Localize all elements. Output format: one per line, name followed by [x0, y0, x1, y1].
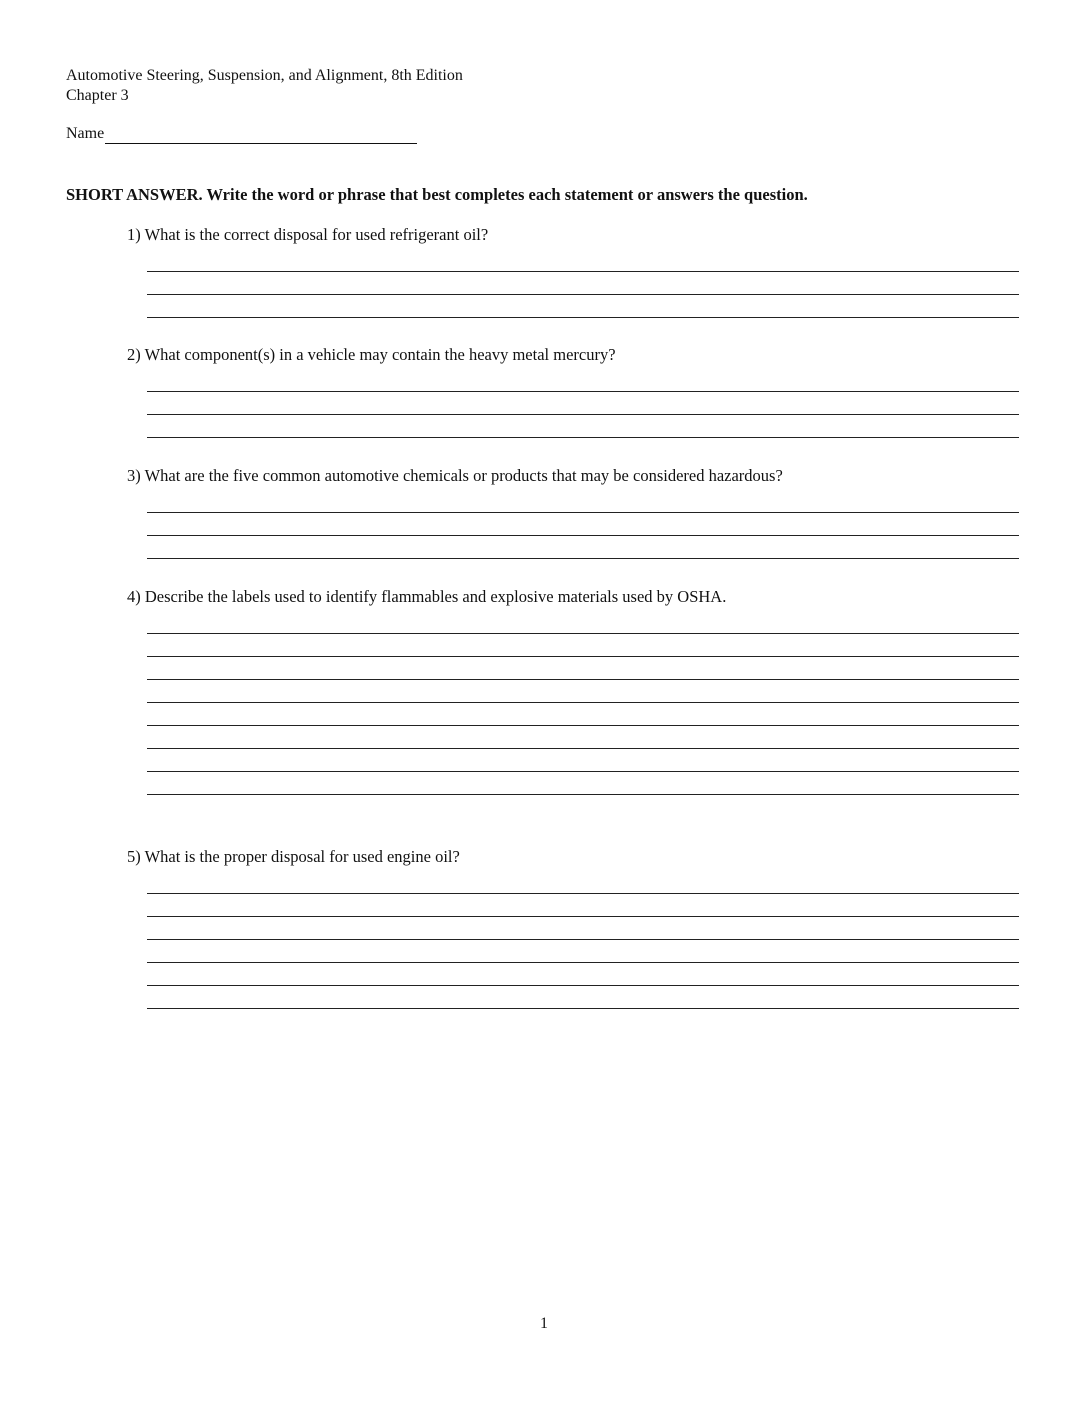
answer-line[interactable] [147, 513, 1019, 536]
answer-line[interactable] [147, 536, 1019, 559]
answer-line[interactable] [147, 986, 1019, 1009]
answer-line[interactable] [147, 963, 1019, 986]
book-title: Automotive Steering, Suspension, and Alignment, 8th Edition [66, 67, 463, 84]
question-text: 5) What is the proper disposal for used engine oil? [127, 847, 460, 866]
answer-area-5[interactable] [147, 871, 1019, 1009]
answer-area-2[interactable] [147, 369, 1019, 438]
answer-line[interactable] [147, 772, 1019, 795]
answer-line[interactable] [147, 657, 1019, 680]
question-1 [127, 225, 1019, 245]
answer-line[interactable] [147, 369, 1019, 392]
answer-line[interactable] [147, 894, 1019, 917]
answer-line[interactable] [147, 940, 1019, 963]
question-text: 3) What are the five common automotive chemicals or products that may be considered hazardous? [127, 466, 783, 485]
answer-line[interactable] [147, 611, 1019, 634]
question-text: 4) Describe the labels used to identify flammables and explosive materials used by OSHA. [127, 587, 727, 606]
chapter-label: Chapter 3 [66, 87, 129, 104]
answer-line[interactable] [147, 490, 1019, 513]
name-field[interactable] [105, 125, 417, 144]
answer-line[interactable] [147, 272, 1019, 295]
question-text: 1) What is the correct disposal for used refrigerant oil? [127, 225, 489, 244]
question-3 [127, 466, 1019, 486]
answer-line[interactable] [147, 415, 1019, 438]
answer-line[interactable] [147, 726, 1019, 749]
answer-line[interactable] [147, 680, 1019, 703]
answer-area-1[interactable] [147, 249, 1019, 318]
answer-line[interactable] [147, 749, 1019, 772]
instructions: SHORT ANSWER. Write the word or phrase that best completes each statement or answers the question. [66, 185, 808, 204]
question-text: 2) What component(s) in a vehicle may contain the heavy metal mercury? [127, 345, 616, 364]
answer-line[interactable] [147, 703, 1019, 726]
name-label: Name [66, 125, 105, 142]
answer-line[interactable] [147, 871, 1019, 894]
name-row [66, 124, 417, 144]
answer-line[interactable] [147, 917, 1019, 940]
answer-line[interactable] [147, 295, 1019, 318]
answer-line[interactable] [147, 249, 1019, 272]
answer-area-3[interactable] [147, 490, 1019, 559]
answer-area-4[interactable] [147, 611, 1019, 795]
document-header [66, 66, 463, 106]
question-2 [127, 345, 1019, 365]
page-number: 1 [540, 1315, 548, 1332]
question-4 [127, 587, 1019, 607]
answer-line[interactable] [147, 634, 1019, 657]
question-5 [127, 847, 1019, 867]
answer-line[interactable] [147, 392, 1019, 415]
